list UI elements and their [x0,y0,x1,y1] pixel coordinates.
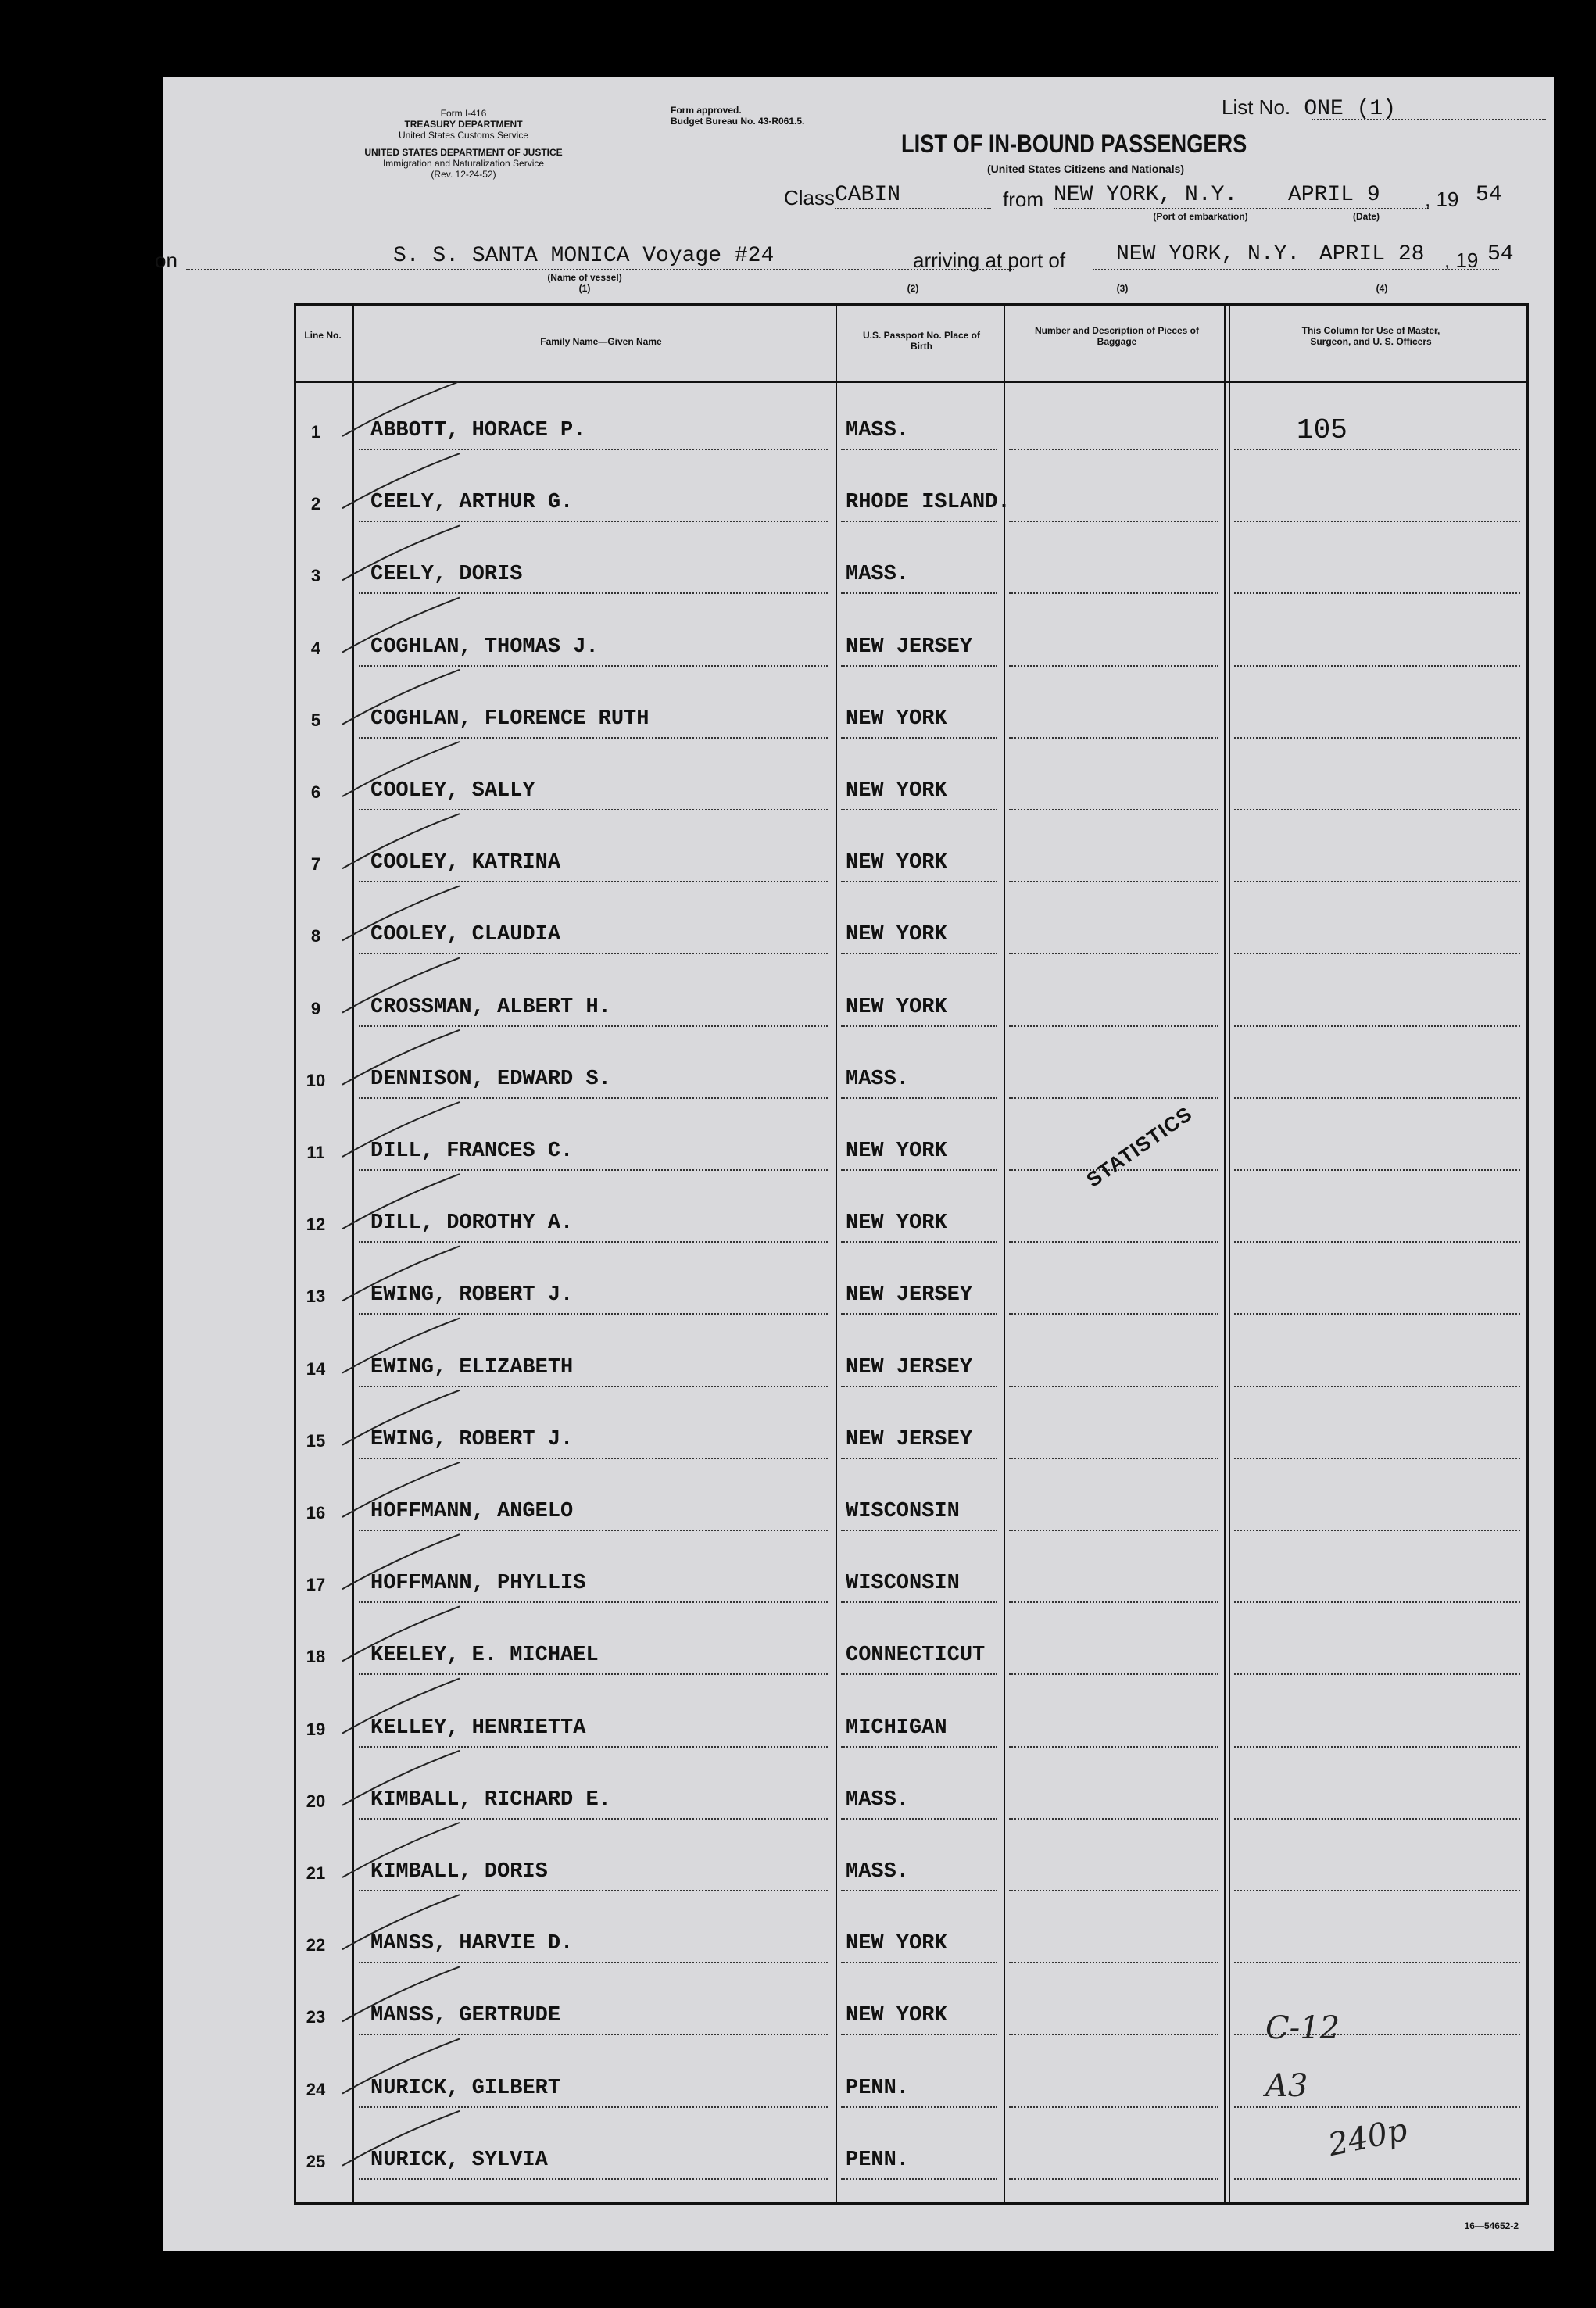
check-mark-stroke [342,886,460,940]
check-mark-stroke [342,2039,460,2094]
line-number: 15 [306,1430,326,1451]
column-number: (4) [1376,283,1388,294]
passenger-name: MANSS, GERTRUDE [370,2004,561,2028]
check-mark-stroke [342,1606,460,1661]
passenger-name: COOLEY, KATRINA [370,851,561,875]
check-mark-stroke [342,2111,460,2166]
arrival-date: APRIL 28 [1319,242,1425,267]
check-mark-stroke [342,1030,460,1085]
passenger-name: EWING, ROBERT J. [370,1427,574,1451]
line-number: 23 [306,2007,326,2027]
passenger-name: KIMBALL, DORIS [370,1860,548,1884]
column-number: (2) [907,283,919,294]
arrival-port: NEW YORK, N.Y. [1116,242,1301,267]
line-number: 24 [306,2079,326,2099]
passenger-name: DENNISON, EDWARD S. [370,1067,611,1091]
line-number: 5 [310,710,321,730]
column-number: (3) [1116,283,1129,294]
place-of-birth: PENN. [846,2076,910,2100]
passenger-name: CEELY, DORIS [370,563,523,587]
passenger-name: EWING, ROBERT J. [370,1283,574,1308]
check-mark-stroke [342,525,460,580]
check-mark-stroke [342,1534,460,1589]
form-line: Form I-416 [440,108,487,119]
arriving-label: arriving at port of [913,249,1066,272]
check-mark-stroke [342,1174,460,1229]
check-mark-stroke [342,958,460,1013]
line-number: 1 [310,422,321,442]
line-number: 21 [306,1863,326,1883]
page-title: LIST OF IN-BOUND PASSENGERS [901,130,1247,158]
place-of-birth: NEW JERSEY [846,1355,973,1379]
passenger-name: COGHLAN, THOMAS J. [370,635,599,659]
line-number: 9 [310,998,321,1018]
port-caption: (Port of embarkation) [1153,211,1248,222]
class-label: Class [784,186,836,209]
check-mark-stroke [342,1319,460,1373]
line-number: 17 [306,1575,326,1595]
check-mark-stroke [342,1751,460,1805]
place-of-birth: NEW JERSEY [846,1283,973,1308]
line-number: 12 [306,1215,326,1235]
passenger-name: CEELY, ARTHUR G. [370,491,574,515]
check-mark-stroke [342,453,460,508]
check-mark-stroke [342,1895,460,1949]
check-mark-stroke [342,1102,460,1157]
statistics-stamp: STATISTICS [1082,1101,1197,1192]
vessel-name: S. S. SANTA MONICA Voyage #24 [393,244,775,268]
manifest-page [155,77,1554,2251]
line-number: 6 [310,782,321,802]
form-line: United States Customs Service [398,130,529,141]
place-of-birth: MASS. [846,1860,910,1884]
line-number: 3 [310,566,321,586]
place-of-birth: NEW JERSEY [846,1427,973,1451]
line-number: 4 [310,638,321,658]
line-number: 14 [306,1358,326,1379]
passenger-name: KEELEY, E. MICHAEL [370,1644,599,1668]
check-mark-stroke [342,742,460,796]
line-number: 10 [306,1070,326,1090]
officer-note: 105 [1297,414,1347,446]
arrival-year: 54 [1487,242,1514,267]
place-of-birth: MASS. [846,419,910,442]
passenger-name: HOFFMANN, PHYLLIS [370,1572,586,1596]
passenger-name: NURICK, GILBERT [370,2076,561,2100]
approval-line: Budget Bureau No. 43-R061.5. [671,116,805,127]
check-mark-stroke [342,1823,460,1877]
dept-line: UNITED STATES DEPARTMENT OF JUSTICE [364,147,563,158]
place-of-birth: NEW YORK [846,2004,947,2028]
check-mark-stroke [342,381,460,436]
class-value: CABIN [835,183,901,207]
place-of-birth: NEW YORK [846,851,947,875]
line-number: 2 [310,494,321,514]
list-no-label: List No. [1222,95,1291,119]
place-of-birth: MASS. [846,1067,910,1091]
col-head-line: Line No. [304,330,342,341]
line-number: 18 [306,1647,326,1667]
embarkation-date: APRIL 9 [1288,183,1380,207]
place-of-birth: NEW YORK [846,779,947,803]
place-of-birth: NEW YORK [846,995,947,1019]
place-of-birth: MASS. [846,563,910,587]
place-of-birth: NEW JERSEY [846,635,973,659]
vessel-caption: (Name of vessel) [547,272,622,283]
line-number: 25 [306,2151,326,2171]
line-number: 13 [306,1286,326,1307]
passenger-name: COGHLAN, FLORENCE RUTH [370,707,649,731]
form-code: 16—54652-2 [1464,2220,1519,2231]
check-mark-stroke [342,1462,460,1517]
col-head-officers: This Column for Use of Master, Surgeon, and U. S. Officers [1301,325,1440,347]
check-mark-stroke [342,598,460,653]
passenger-name: DILL, DOROTHY A. [370,1211,574,1236]
check-mark-stroke [342,670,460,725]
place-of-birth: PENN. [846,2148,910,2172]
place-of-birth: NEW YORK [846,1211,947,1236]
passenger-name: KIMBALL, RICHARD E. [370,1787,611,1812]
column-number: (1) [578,283,591,294]
passenger-name: COOLEY, SALLY [370,779,535,803]
dept-line: Immigration and Naturalization Service [382,158,545,169]
form-line: TREASURY DEPARTMENT [404,119,523,130]
year-prefix: , 19 [1425,188,1459,211]
col-head-baggage: Number and Description of Pieces of Baggage [1034,325,1200,347]
place-of-birth: RHODE ISLAND. [846,491,1011,515]
page-subtitle: (United States Citizens and Nationals) [987,163,1185,175]
place-of-birth: WISCONSIN [846,1500,960,1523]
passenger-name: EWING, ELIZABETH [370,1355,574,1379]
on-label: on [155,249,177,272]
year-prefix: , 19 [1444,249,1479,272]
handwritten-count: 240p [1325,2111,1411,2164]
place-of-birth: MICHIGAN [846,1716,947,1740]
from-label: from [1003,188,1043,211]
place-of-birth: NEW YORK [846,1932,947,1956]
line-number: 22 [306,1935,326,1956]
check-mark-stroke [342,814,460,868]
check-marks [163,77,1554,2251]
embarkation-year: 54 [1476,183,1502,207]
approval-line: Form approved. [671,105,742,116]
passenger-name: DILL, FRANCES C. [370,1140,574,1163]
handwritten-c12: C-12 [1265,2010,1340,2046]
place-of-birth: NEW YORK [846,923,947,947]
date-caption: (Date) [1352,211,1380,222]
line-number: 16 [306,1503,326,1523]
check-mark-stroke [342,1679,460,1734]
line-number: 20 [306,1791,326,1811]
check-mark-stroke [342,1246,460,1301]
place-of-birth: CONNECTICUT [846,1644,986,1668]
passenger-name: NURICK, SYLVIA [370,2148,548,2172]
line-number: 11 [306,1143,325,1162]
list-no-value: ONE (1) [1304,97,1397,121]
col-head-name: Family Name—Given Name [540,336,662,347]
place-of-birth: NEW YORK [846,707,947,731]
line-number: 19 [306,1719,326,1739]
check-mark-stroke [342,1966,460,2021]
place-of-birth: NEW YORK [846,1140,947,1163]
col-head-passport: U.S. Passport No. Place of Birth [862,330,981,352]
passenger-name: MANSS, HARVIE D. [370,1932,574,1956]
line-number: 7 [310,854,321,875]
embarkation-port: NEW YORK, N.Y. [1054,183,1238,207]
dept-line: (Rev. 12-24-52) [431,169,496,180]
passenger-name: COOLEY, CLAUDIA [370,923,561,947]
passenger-name: KELLEY, HENRIETTA [370,1716,586,1740]
line-number: 8 [310,926,321,946]
passenger-name: HOFFMANN, ANGELO [370,1500,574,1523]
place-of-birth: MASS. [846,1787,910,1812]
handwritten-a3: A3 [1265,2068,1308,2104]
passenger-name: ABBOTT, HORACE P. [370,419,586,442]
passenger-name: CROSSMAN, ALBERT H. [370,995,611,1019]
check-mark-stroke [342,1390,460,1445]
place-of-birth: WISCONSIN [846,1572,960,1596]
